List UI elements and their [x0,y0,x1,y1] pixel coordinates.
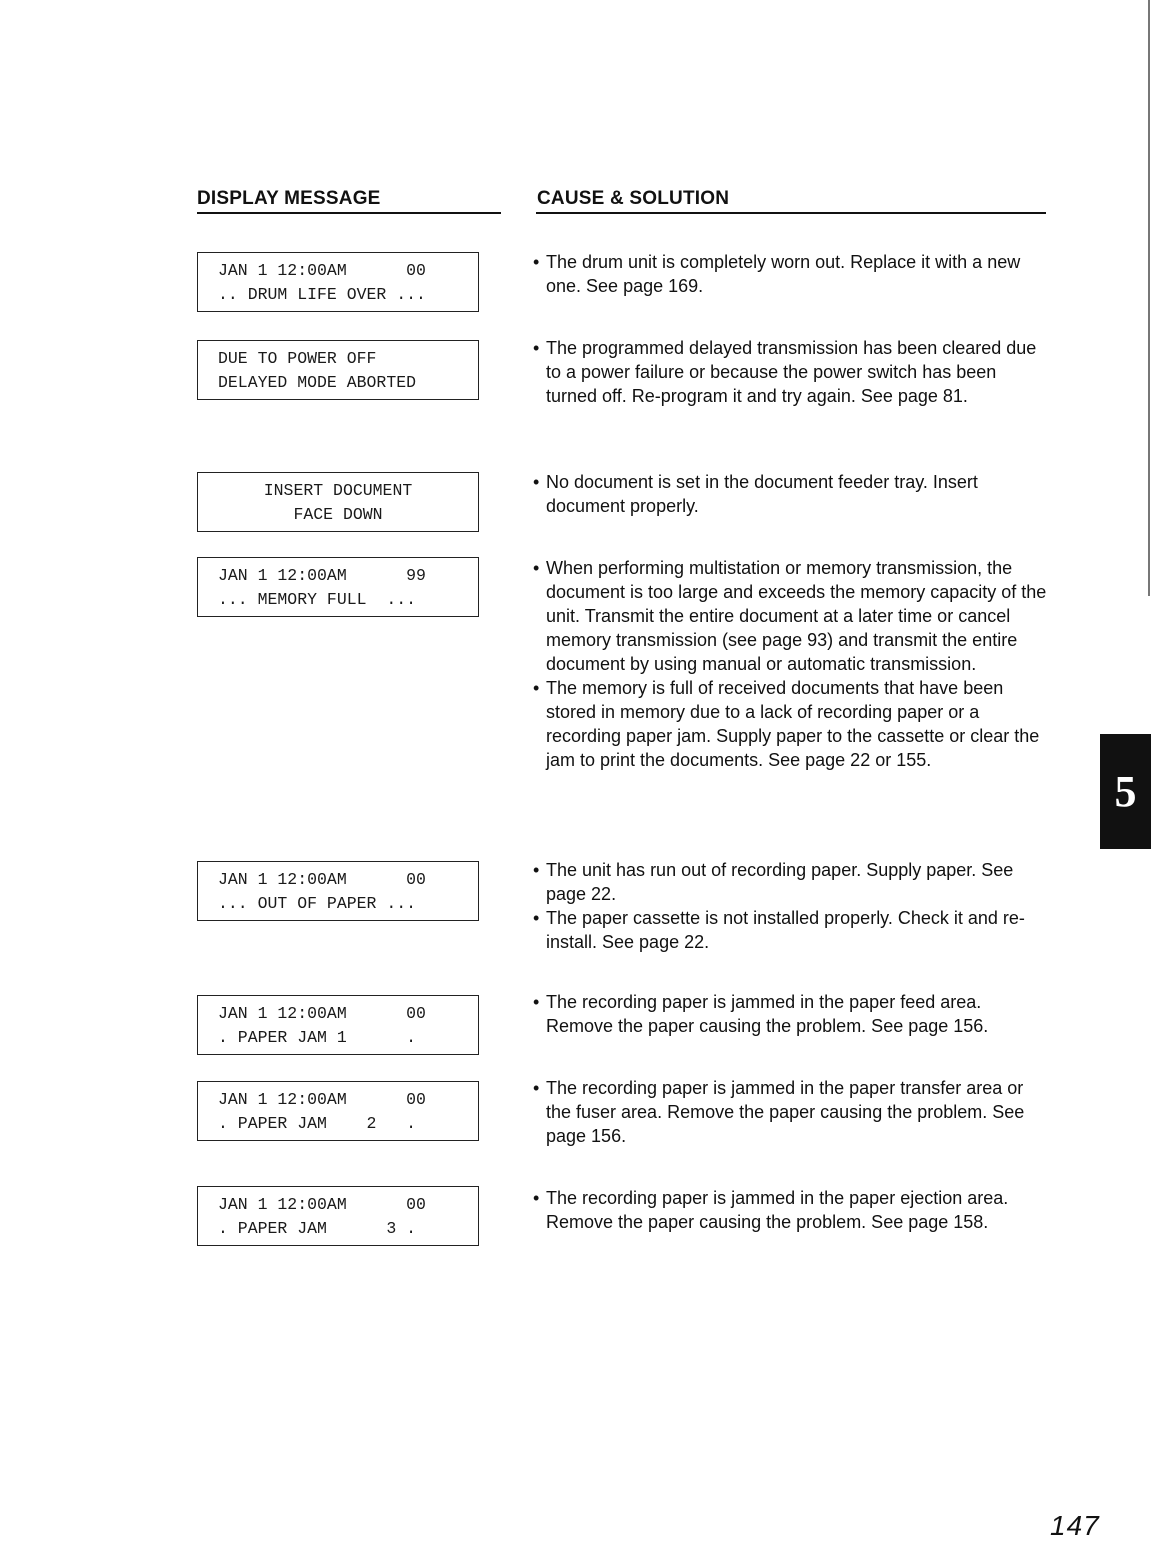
lcd-line-1: JAN 1 12:00AM 00 [218,870,426,889]
solution-item [533,676,1048,772]
solution-out-of-paper [533,858,1048,954]
solution-text: No document is set in the document feeder tray. Insert document properly. [546,472,978,516]
lcd-line-1: DUE TO POWER OFF [218,349,377,368]
bullet-icon: • [533,860,540,880]
lcd-line-1: JAN 1 12:00AM 00 [218,261,426,280]
solution-text: The programmed delayed transmission has been cleared due to a power failure or because the power switch has been turned off. Re-program it and try again. See page 81. [546,338,1037,406]
solution-text: The paper cassette is not installed properly. Check it and re-install. See page 22. [546,908,1025,952]
bullet-icon: • [533,472,540,492]
solution-text: When performing multistation or memory transmission, the document is too large and exceeds the memory capacity of the unit. Transmit the entire document at a later time or cancel memory transmission (see page 93) and transmit the entire document by using manual or automatic transmission. [546,558,1047,674]
lcd-display-memory-full [197,557,479,617]
bullet-icon: • [533,558,540,578]
lcd-line-2: . PAPER JAM 3 . [218,1219,417,1238]
solution-memory-full [533,556,1048,772]
lcd-line-2: ... OUT OF PAPER ... [218,894,417,913]
solution-text: The drum unit is completely worn out. Replace it with a new one. See page 169. [546,252,1021,296]
lcd-line-2: .. DRUM LIFE OVER ... [218,285,426,304]
lcd-display-paper-jam-3 [197,1186,479,1246]
solution-item [533,336,1048,408]
lcd-display-power-off [197,340,479,400]
lcd-display-paper-jam-2 [197,1081,479,1141]
lcd-line-2: . PAPER JAM 2 . [218,1114,417,1133]
bullet-icon: • [533,1188,540,1208]
solution-item [533,858,1048,906]
solution-text: The recording paper is jammed in the paper ejection area. Remove the paper causing the problem. See page 158. [546,1188,1009,1232]
lcd-line-1: JAN 1 12:00AM 00 [218,1195,426,1214]
page-number: 147 [1050,1510,1100,1541]
solution-item [533,1076,1048,1148]
solution-item [533,906,1048,954]
bullet-icon: • [533,992,540,1012]
edge-line [1148,0,1150,596]
lcd-line-1: INSERT DOCUMENT [263,481,413,500]
lcd-line-2: . PAPER JAM 1 . [218,1028,417,1047]
solution-paper-jam-3 [533,1186,1048,1234]
lcd-display-paper-jam-1 [197,995,479,1055]
lcd-line-2: FACE DOWN [293,505,383,524]
lcd-display-insert-document [197,472,479,532]
bullet-icon: • [533,338,540,358]
lcd-line-1: JAN 1 12:00AM 00 [218,1004,426,1023]
solution-paper-jam-1 [533,990,1048,1038]
solution-text: The unit has run out of recording paper. Supply paper. See page 22. [546,860,1014,904]
solution-item [533,990,1048,1038]
lcd-line-1: JAN 1 12:00AM 00 [218,1090,426,1109]
solution-paper-jam-2 [533,1076,1048,1148]
chapter-tab: 5 [1100,734,1151,849]
header-rule-right [536,212,1046,214]
lcd-line-2: DELAYED MODE ABORTED [218,373,417,392]
solution-text: The recording paper is jammed in the paper transfer area or the fuser area. Remove the paper causing the problem. See page 156. [546,1078,1025,1146]
solution-drum-life [533,250,1048,298]
bullet-icon: • [533,252,540,272]
solution-item [533,470,1048,518]
lcd-display-out-of-paper [197,861,479,921]
bullet-icon: • [533,678,540,698]
header-display-message: DISPLAY MESSAGE [197,188,381,209]
solution-item [533,556,1048,676]
solution-text: The memory is full of received documents that have been stored in memory due to a lack of recording paper or a recording paper jam. Supply paper to the cassette or clear the jam to print the documents. See page 22 or 155. [546,678,1040,770]
solution-item [533,250,1048,298]
lcd-line-2: ... MEMORY FULL ... [218,590,417,609]
header-cause-solution: CAUSE & SOLUTION [537,188,730,209]
lcd-display-drum-life [197,252,479,312]
bullet-icon: • [533,908,540,928]
solution-text: The recording paper is jammed in the paper feed area. Remove the paper causing the problem. See page 156. [546,992,989,1036]
solution-power-off [533,336,1048,408]
solution-item [533,1186,1048,1234]
header-rule-left [197,212,501,214]
bullet-icon: • [533,1078,540,1098]
lcd-line-1: JAN 1 12:00AM 99 [218,566,426,585]
solution-insert-document [533,470,1048,518]
